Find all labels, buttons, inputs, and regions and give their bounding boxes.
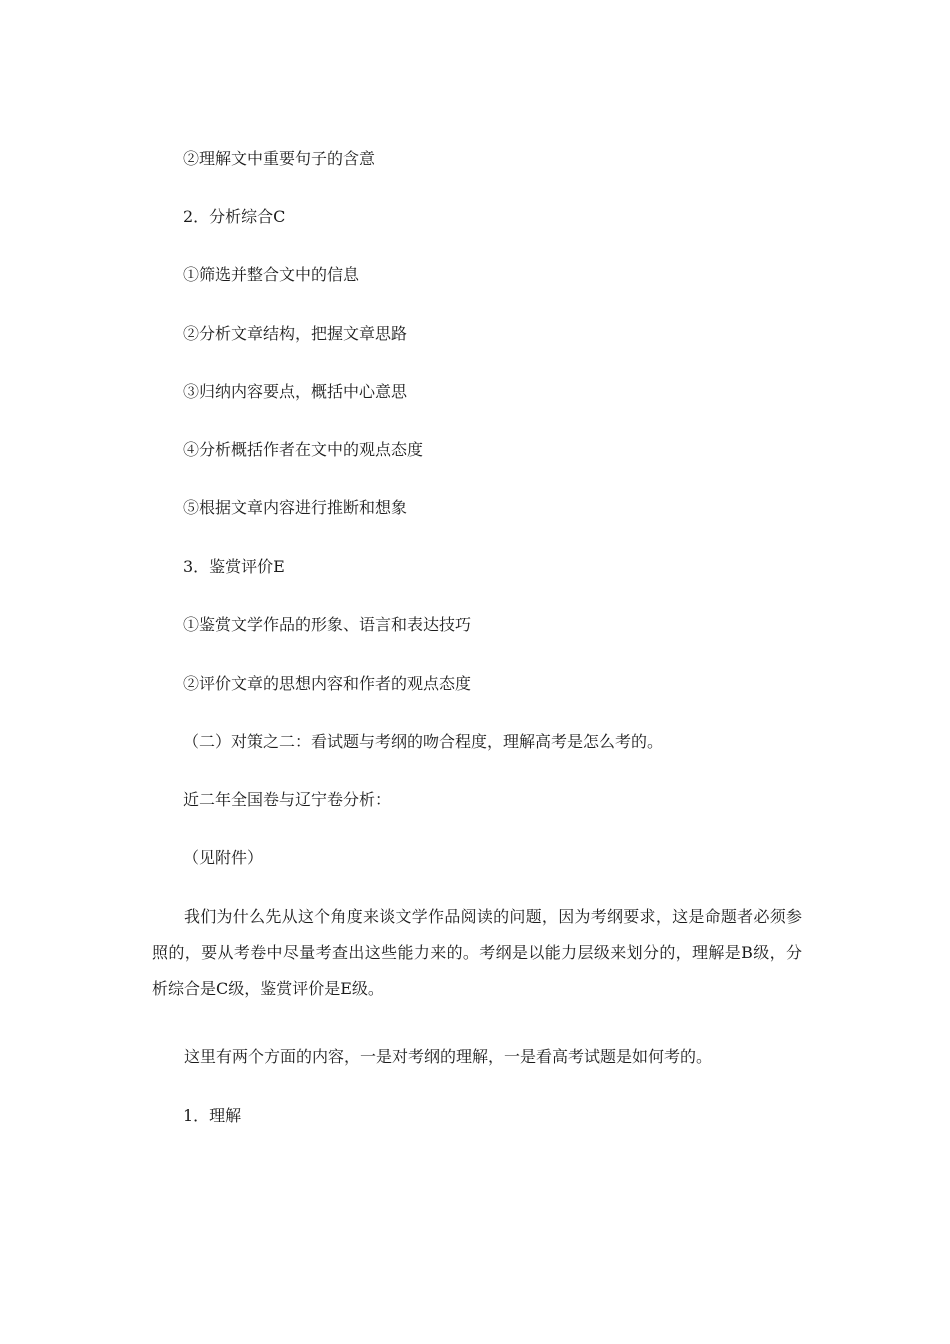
text-line-structure-analysis: ②分析文章结构，把握文章思路 (183, 324, 408, 343)
text-line-understand-sentences: ②理解文中重要句子的含意 (183, 149, 376, 168)
text-line-filter-information: ①筛选并整合文中的信息 (183, 265, 360, 284)
heading-strategy-two: （二）对策之二：看试题与考纲的吻合程度，理解高考是怎么考的。 (183, 732, 664, 751)
text-line-appreciate-literature: ①鉴赏文学作品的形象、语言和表达技巧 (183, 615, 472, 634)
heading-appreciation-evaluation: 3．鉴赏评价E (183, 557, 285, 576)
text-line-summarize-points: ③归纳内容要点，概括中心意思 (183, 382, 408, 401)
text-line-evaluate-content: ②评价文章的思想内容和作者的观点态度 (183, 674, 472, 693)
text-line-author-attitude: ④分析概括作者在文中的观点态度 (183, 440, 424, 459)
text-line-see-attachment: （见附件） (183, 848, 264, 867)
heading-analysis-synthesis: 2．分析综合C (183, 207, 286, 226)
paragraph-main: 我们为什么先从这个角度来谈文学作品阅读的问题，因为考纲要求，这是命题者必须参照的，要从考卷中尽量考查出这些能力来的。考纲是以能力层级来划分的，理解是B级，分析综合是C级，鉴赏评价是E级。 (152, 907, 802, 998)
heading-understand: 1．理解 (183, 1106, 242, 1125)
text-line-inference: ⑤根据文章内容进行推断和想象 (183, 498, 408, 517)
paragraph-two-aspects: 这里有两个方面的内容，一是对考纲的理解，一是看高考试题是如何考的。 (184, 1047, 713, 1066)
text-line-exam-analysis: 近二年全国卷与辽宁卷分析： (183, 790, 392, 809)
